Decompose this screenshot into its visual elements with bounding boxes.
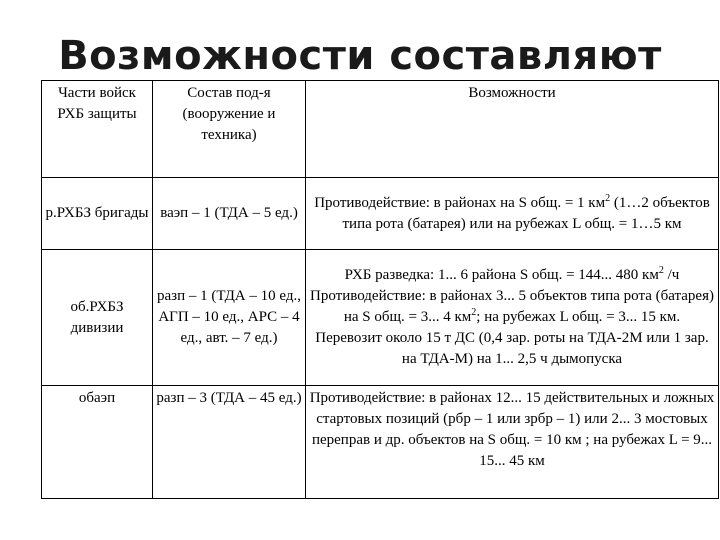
header-units: Части войск РХБ защиты: [42, 81, 153, 178]
composition-cell: ваэп – 1 (ТДА – 5 ед.): [153, 178, 306, 250]
capability-cell: [306, 250, 719, 386]
capability-text: /ч Противодействие: в районах 3... 5 объектов типа рота (батарея) на S общ. = 3... 4 км: [310, 267, 714, 325]
header-capabilities: Возможности: [306, 81, 719, 178]
capability-cell: [306, 178, 719, 250]
table-row: [42, 178, 719, 250]
capability-cell: Противодействие: в районах 12... 15 действительных и ложных стартовых позиций (рбр – 1 или зрбр – 1) или 2... 3 мостовых переправ и др. объектов на S общ. = 10 км ; на рубежах L = 9... 15... 45 км: [306, 386, 719, 499]
table-row: [42, 250, 719, 386]
table-row: [42, 386, 719, 499]
unit-cell: обаэп: [42, 386, 153, 499]
unit-cell: об.РХБЗ дивизии: [42, 250, 153, 386]
capabilities-table: [41, 80, 719, 499]
capability-text: ; на рубежах L общ. = 3... 15 км. Перевозит около 15 т ДС (0,4 зар. роты на ТДА-2М или 1 зар. на ТДА-М) на 1... 2,5 ч дымопуска: [315, 309, 709, 367]
table-header-row: [42, 81, 719, 178]
composition-cell: разп – 3 (ТДА – 45 ед.): [153, 386, 306, 499]
composition-cell: разп – 1 (ТДА – 10 ед., АГП – 10 ед., АРС – 4 ед., авт. – 7 ед.): [153, 250, 306, 386]
superscript: 2: [605, 192, 611, 204]
unit-cell: р.РХБЗ бригады: [42, 178, 153, 250]
superscript: 2: [471, 307, 477, 318]
header-composition: Состав под-я (вооружение и техника): [153, 81, 306, 178]
slide-title: Возможности составляют: [58, 33, 662, 79]
superscript: 2: [658, 265, 664, 276]
capability-text: (1…2 объектов типа рота (батарея) или на рубежах L общ. = 1…5 км: [342, 194, 710, 232]
capability-text: РХБ разведка: 1... 6 района S общ. = 144... 480 км: [344, 267, 659, 283]
capability-text: Противодействие: в районах на S общ. = 1 км: [314, 194, 606, 211]
